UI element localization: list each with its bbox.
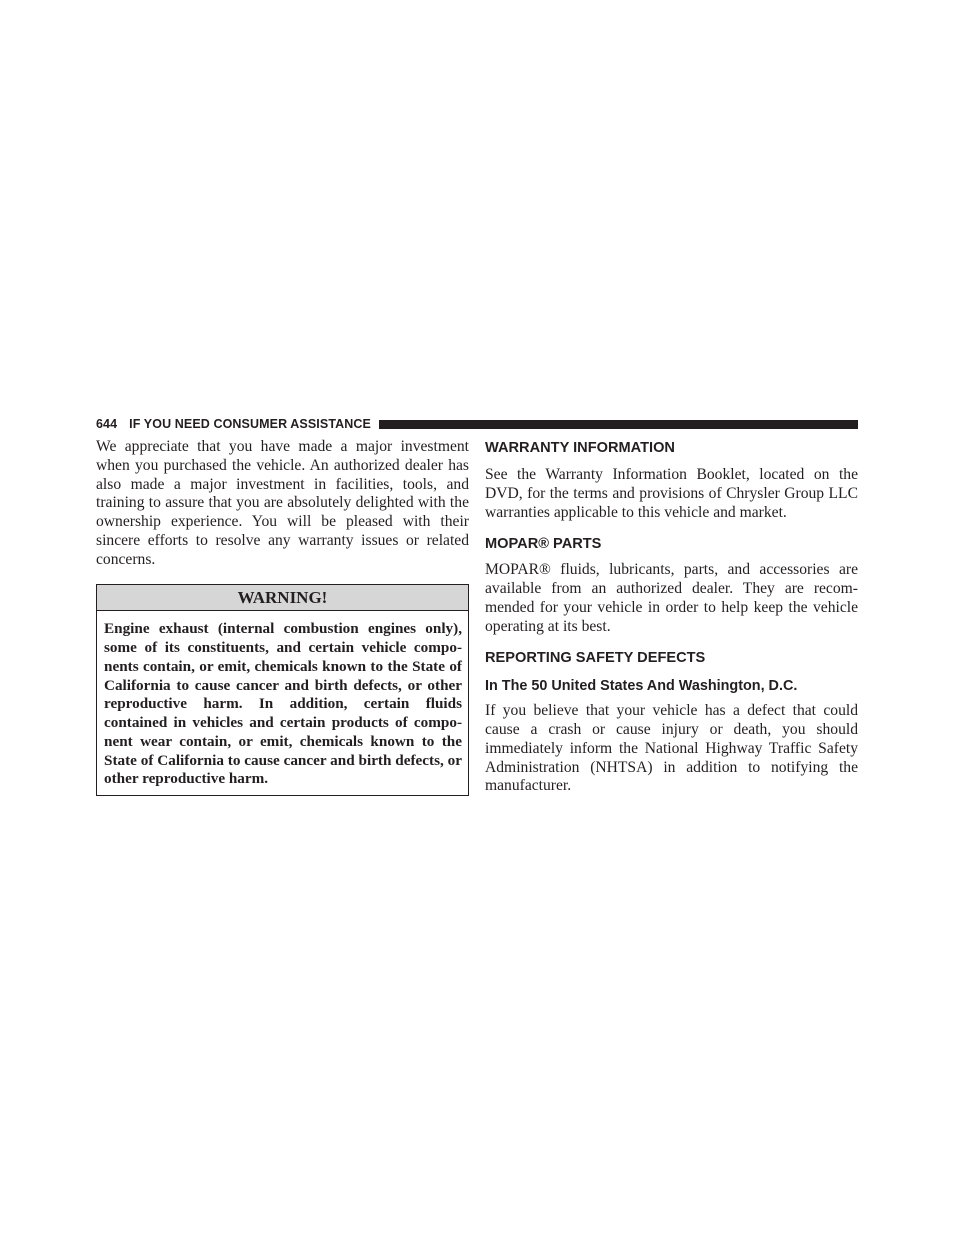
header-rule: [379, 420, 858, 429]
warranty-paragraph: See the Warranty Information Booklet, located on the DVD, for the terms and provisions of Chrysler Group LLC warranties applicable to this vehicle and market.: [485, 466, 858, 521]
section-title: IF YOU NEED CONSUMER ASSISTANCE: [129, 417, 371, 431]
warning-text: Engine exhaust (internal combustion engines only), some of its constituents, and certain vehicle components contain, or emit, chemicals known to the State of California to cause cancer and birth defects, or other reproductive harm. In addition, certain fluids contained in vehicles and certain products of component wear contain, or emit, chemicals known to the State of California to cause cancer and birth defects, or other reproductive harm.: [104, 620, 462, 788]
us-subheading: In The 50 United States And Washington, D.C.: [485, 678, 798, 695]
right-column: [485, 438, 858, 796]
safety-defects-heading: REPORTING SAFETY DEFECTS: [485, 650, 706, 667]
warning-title: WARNING!: [97, 585, 468, 611]
intro-paragraph: We appreciate that you have made a major investment when you purchased the vehicle. An authorized dealer has also made a major investment in facilities, tools, and training to assure that you are absolutely delighted with the ownership experience. You will be pleased with their sincere efforts to resolve any warranty issues or related concerns.: [96, 438, 469, 568]
warranty-heading: WARRANTY INFORMATION: [485, 440, 675, 456]
safety-paragraph: If you believe that your vehicle has a defect that could cause a crash or cause injury or death, you should immediately inform the National Highway Traffic Safety Administration (NHTSA) in addition to notifying the manufacturer.: [485, 702, 858, 795]
warning-box: [96, 584, 469, 796]
left-column: [96, 438, 469, 796]
page-header: [96, 416, 858, 432]
mopar-heading: MOPAR® PARTS: [485, 536, 602, 553]
mopar-paragraph: MOPAR® fluids, lubricants, parts, and accessories are available from an authorized dealer. They are recommended for your vehicle in order to help keep the vehicle operating at its best.: [485, 561, 858, 635]
page-number: 644: [96, 417, 118, 431]
